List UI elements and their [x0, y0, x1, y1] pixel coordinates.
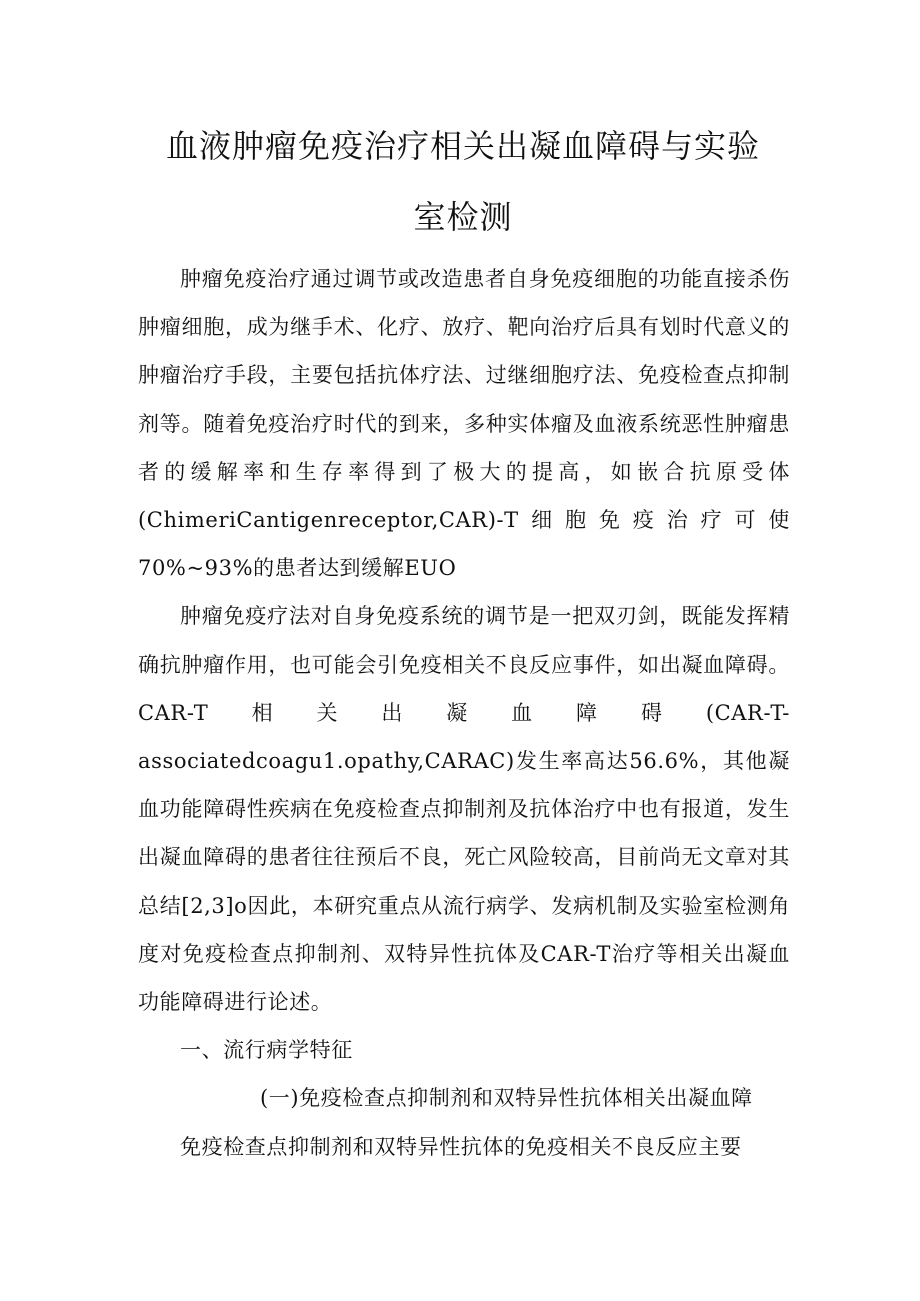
- document-title-line-1: 血液肿瘤免疫治疗相关出凝血障碍与实验: [165, 127, 760, 165]
- paragraph-intro: 肿瘤免疫治疗通过调节或改造患者自身免疫细胞的功能直接杀伤肿瘤细胞，成为继手术、化疗、放疗、靶向治疗后具有划时代意义的肿瘤治疗手段，主要包括抗体疗法、过继细胞疗法、免疫检查点抑制剂等。随着免疫治疗时代的到来，多种实体瘤及血液系统恶性肿瘤患者的缓解率和生存率得到了极大的提高，如嵌合抗原受体(ChimeriCantigenreceptor,CAR)-T细胞免疫治疗可使70%~93%的患者达到缓解EUO: [138, 267, 790, 581]
- paragraph-final-fragment: 免疫检查点抑制剂和双特异性抗体的免疫相关不良反应主要: [180, 1134, 742, 1159]
- document-body: [138, 255, 790, 1171]
- section-heading-epidemiology: 一、流行病学特征: [180, 1038, 353, 1063]
- document-title-line-2: 室检测: [413, 198, 513, 236]
- subsection-heading-checkpoint-bispecific: (一)免疫检查点抑制剂和双特异性抗体相关出凝血障: [260, 1086, 753, 1111]
- paragraph-immunotherapy-coagulopathy: 肿瘤免疫疗法对自身免疫系统的调节是一把双刃剑，既能发挥精确抗肿瘤作用，也可能会引免疫相关不良反应事件，如出凝血障碍。CAR-T相关出凝血障碍(CAR-T-associatedcoagu1.opathy,CARAC)发生率高达56.6%，其他凝血功能障碍性疾病在免疫检查点抑制剂及抗体治疗中也有报道，发生出凝血障碍的患者往往预后不良，死亡风险较高，目前尚无文章对其总结[2,3]o因此，本研究重点从流行病学、发病机制及实验室检测角度对免疫检查点抑制剂、双特异性抗体及CAR-T治疗等相关出凝血功能障碍进行论述。: [138, 604, 790, 1015]
